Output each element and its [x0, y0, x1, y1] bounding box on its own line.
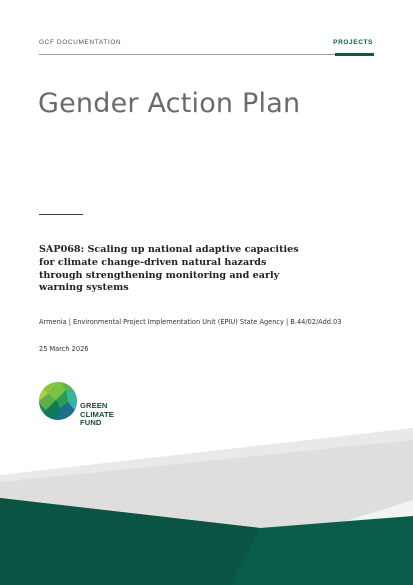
logo-line-3: FUND	[80, 418, 102, 428]
section-label: GCF DOCUMENTATION	[39, 39, 122, 46]
category-label: PROJECTS	[333, 39, 373, 46]
decorative-footer-shapes	[0, 420, 413, 585]
title-divider	[39, 214, 83, 215]
document-date: 25 March 2026	[39, 345, 89, 353]
globe-icon	[38, 380, 78, 422]
logo-line-2: CLIMATE	[80, 409, 114, 419]
document-subtitle: SAP068: Scaling up national adaptive capacities for climate change-driven natural hazards through strengthening monitoring and early warning systems	[39, 244, 299, 294]
document-meta: Armenia | Environmental Project Implementation Unit (EPIU) State Agency | B.44/02/Add.03	[39, 318, 342, 326]
page-title: Gender Action Plan	[38, 88, 301, 119]
header-accent-bar	[335, 53, 374, 56]
header-divider	[39, 54, 335, 55]
logo-line-1: GREEN	[80, 401, 108, 410]
